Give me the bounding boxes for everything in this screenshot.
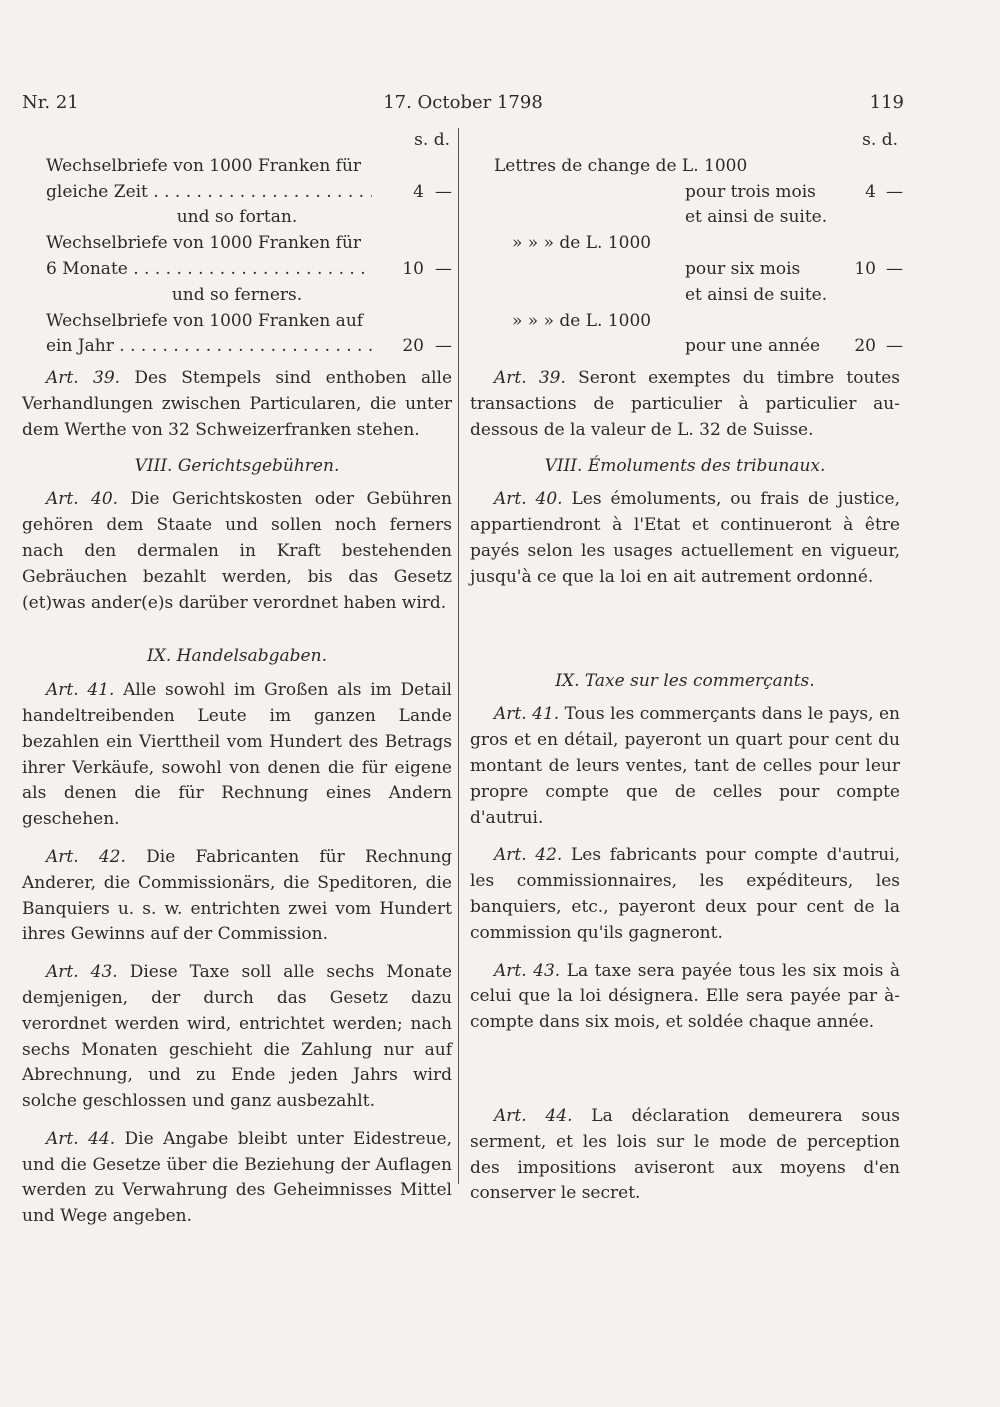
article-43 bbox=[470, 959, 900, 1036]
article-40 bbox=[470, 487, 900, 590]
section-heading-ix: IX. Taxe sur les commerçants. bbox=[555, 670, 815, 691]
bill-amount-line bbox=[22, 257, 452, 283]
article-41 bbox=[22, 678, 452, 833]
bill-prefix: » » » de L. 1000 bbox=[512, 310, 652, 331]
bill-value: 10 bbox=[402, 258, 424, 279]
german-column bbox=[22, 128, 452, 1230]
bill-value: 4 bbox=[865, 181, 876, 202]
bill-amount-line bbox=[22, 334, 452, 360]
article-39 bbox=[22, 366, 452, 443]
bill-term: ein Jahr . . . bbox=[46, 334, 372, 360]
article-39 bbox=[470, 366, 900, 443]
bill-continuation: et ainsi de suite. bbox=[685, 207, 828, 228]
bill-term: gleiche Zeit . . . bbox=[46, 180, 372, 206]
page-date: 17. October 1798 bbox=[383, 92, 543, 113]
currency-header: s. d. bbox=[414, 130, 450, 150]
bill-term: pour trois mois bbox=[685, 181, 816, 202]
bill-line: Wechselbriefe von 1000 Franken für bbox=[46, 155, 362, 176]
article-label: Art. 40. bbox=[494, 489, 563, 510]
bill-continuation: et ainsi de suite. bbox=[685, 284, 828, 305]
article-42 bbox=[22, 845, 452, 948]
bill-dash: — bbox=[435, 258, 452, 279]
bill-dash: — bbox=[886, 181, 903, 202]
article-text: Die Fabricanten für Rechnung Anderer, die Commissionärs, die Speditoren, die Banquiers u. s. w. entrichten zwei vom Hundert ihres Gewinns auf der Commission. bbox=[22, 846, 453, 945]
article-label: Art. 44. bbox=[46, 1128, 116, 1149]
currency-header: s. d. bbox=[862, 130, 898, 150]
bill-dash: — bbox=[435, 181, 452, 202]
issue-number: Nr. 21 bbox=[22, 92, 79, 113]
page-header bbox=[22, 92, 904, 116]
french-column bbox=[470, 128, 903, 1207]
article-label: Art. 41. bbox=[494, 704, 560, 725]
article-text: Alle sowohl im Großen als im Detail handeltreibenden Leute im ganzen Lande bezahlen ein Vierttheil vom Hundert des Betrags ihrer Verkäufe, sowohl von denen die für eigene als denen die für Rechnung eines Andern geschehen. bbox=[22, 680, 452, 830]
article-text: Des Stempels sind enthoben alle Verhandlungen zwischen Particularen, die unter dem Werthe von 32 Schweizerfranken stehen. bbox=[22, 368, 453, 440]
article-label: Art. 43. bbox=[46, 962, 118, 983]
bill-continuation: und so ferners. bbox=[171, 284, 303, 305]
bill-entry bbox=[22, 154, 452, 231]
article-label: Art. 39. bbox=[494, 368, 566, 389]
bill-line: Wechselbriefe von 1000 Franken für bbox=[46, 233, 362, 254]
bill-term: 6 Monate . . . bbox=[46, 257, 372, 283]
section-heading-viii: VIII. Émoluments des tribunaux. bbox=[544, 455, 826, 476]
bill-entry bbox=[22, 231, 452, 308]
bill-amount-line bbox=[470, 180, 903, 206]
article-41 bbox=[470, 702, 900, 831]
bill-amount-line bbox=[470, 334, 903, 360]
article-44 bbox=[470, 1104, 900, 1207]
bill-continuation: und so fortan. bbox=[176, 207, 298, 228]
bill-value: 4 bbox=[413, 181, 424, 202]
bill-dash: — bbox=[435, 336, 452, 357]
article-44 bbox=[22, 1127, 452, 1230]
article-text: Seront exemptes du timbre toutes transactions de particulier à particulier au-dessous de la valeur de L. 32 de Suisse. bbox=[470, 368, 901, 440]
article-42 bbox=[470, 843, 900, 946]
bill-line: Wechselbriefe von 1000 Franken auf bbox=[46, 310, 364, 331]
bill-value: 20 bbox=[854, 336, 876, 357]
article-label: Art. 44. bbox=[494, 1105, 573, 1126]
article-label: Art. 42. bbox=[46, 846, 126, 867]
bill-dash: — bbox=[886, 336, 903, 357]
section-heading-viii: VIII. Gerichtsgebühren. bbox=[134, 455, 340, 476]
article-text: La taxe sera payée tous les six mois à celui que la loi désignera. Elle sera payée par à-compte dans six mois, et soldée chaque année. bbox=[470, 960, 900, 1033]
article-text: La déclaration demeurera sous serment, et les lois sur le mode de perception des impositions aviseront aux moyens d'en conserver le secret. bbox=[470, 1105, 901, 1204]
section-heading-ix: IX. Handelsabgaben. bbox=[147, 646, 327, 667]
article-label: Art. 39. bbox=[46, 368, 121, 389]
bill-value: 10 bbox=[854, 258, 876, 279]
article-text: Diese Taxe soll alle sechs Monate demjenigen, der durch das Gesetz dazu verordnet werden wird, entrichtet werden; nach sechs Monaten geschieht die Zahlung nur auf Abrechnung, und zu Ende jeden Jahrs wird solche geschlossen und ganz ausbezahlt. bbox=[22, 962, 453, 1112]
page-number: 119 bbox=[869, 92, 904, 113]
bill-entry bbox=[470, 309, 903, 361]
bill-amount-line bbox=[470, 257, 903, 283]
article-text: Die Gerichtskosten oder Gebühren gehören dem Staate und sollen noch ferners nach den dermalen in Kraft bestehenden Gebräuchen bezahlt werden, bis das Gesetz (et)was ander(e)s darüber verordnet haben wird. bbox=[22, 489, 453, 613]
article-label: Art. 40. bbox=[46, 489, 119, 510]
article-40 bbox=[22, 487, 452, 616]
article-text: Tous les commerçants dans le pays, en gros et en détail, payeront un quart pour cent du montant de leurs ventes, tant de celles pour leur propre compte que de celles pour compte d'autrui. bbox=[470, 704, 900, 828]
bill-entry bbox=[470, 180, 903, 232]
column-divider bbox=[458, 128, 459, 1184]
article-43 bbox=[22, 960, 452, 1115]
article-label: Art. 42. bbox=[494, 845, 563, 866]
bill-prefix: » » » de L. 1000 bbox=[512, 233, 652, 254]
article-text: Les fabricants pour compte d'autrui, les commissionnaires, les expéditeurs, les banquiers, etc., payeront deux pour cent de la commission qu'ils gagneront. bbox=[470, 845, 901, 943]
article-text: Les émoluments, ou frais de justice, appartiendront à l'Etat et continueront à être payés selon les usages actuellement en vigueur, jusqu'à ce que la loi en ait autrement ordonné. bbox=[470, 489, 900, 587]
article-text: Die Angabe bleibt unter Eidestreue, und die Gesetze über die Beziehung der Auflagen werden zu Verwahrung des Geheimnisses Mittel und Wege angeben. bbox=[22, 1128, 452, 1227]
bill-dash: — bbox=[886, 258, 903, 279]
article-label: Art. 41. bbox=[46, 680, 115, 701]
bill-term: pour six mois bbox=[685, 258, 801, 279]
bill-intro: Lettres de change de L. 1000 bbox=[494, 155, 748, 176]
article-label: Art. 43. bbox=[494, 960, 561, 981]
bill-entry bbox=[22, 309, 452, 361]
bill-term: pour une année bbox=[685, 336, 821, 357]
bill-entry bbox=[470, 231, 903, 308]
bill-value: 20 bbox=[402, 336, 424, 357]
bill-amount-line bbox=[22, 180, 452, 206]
